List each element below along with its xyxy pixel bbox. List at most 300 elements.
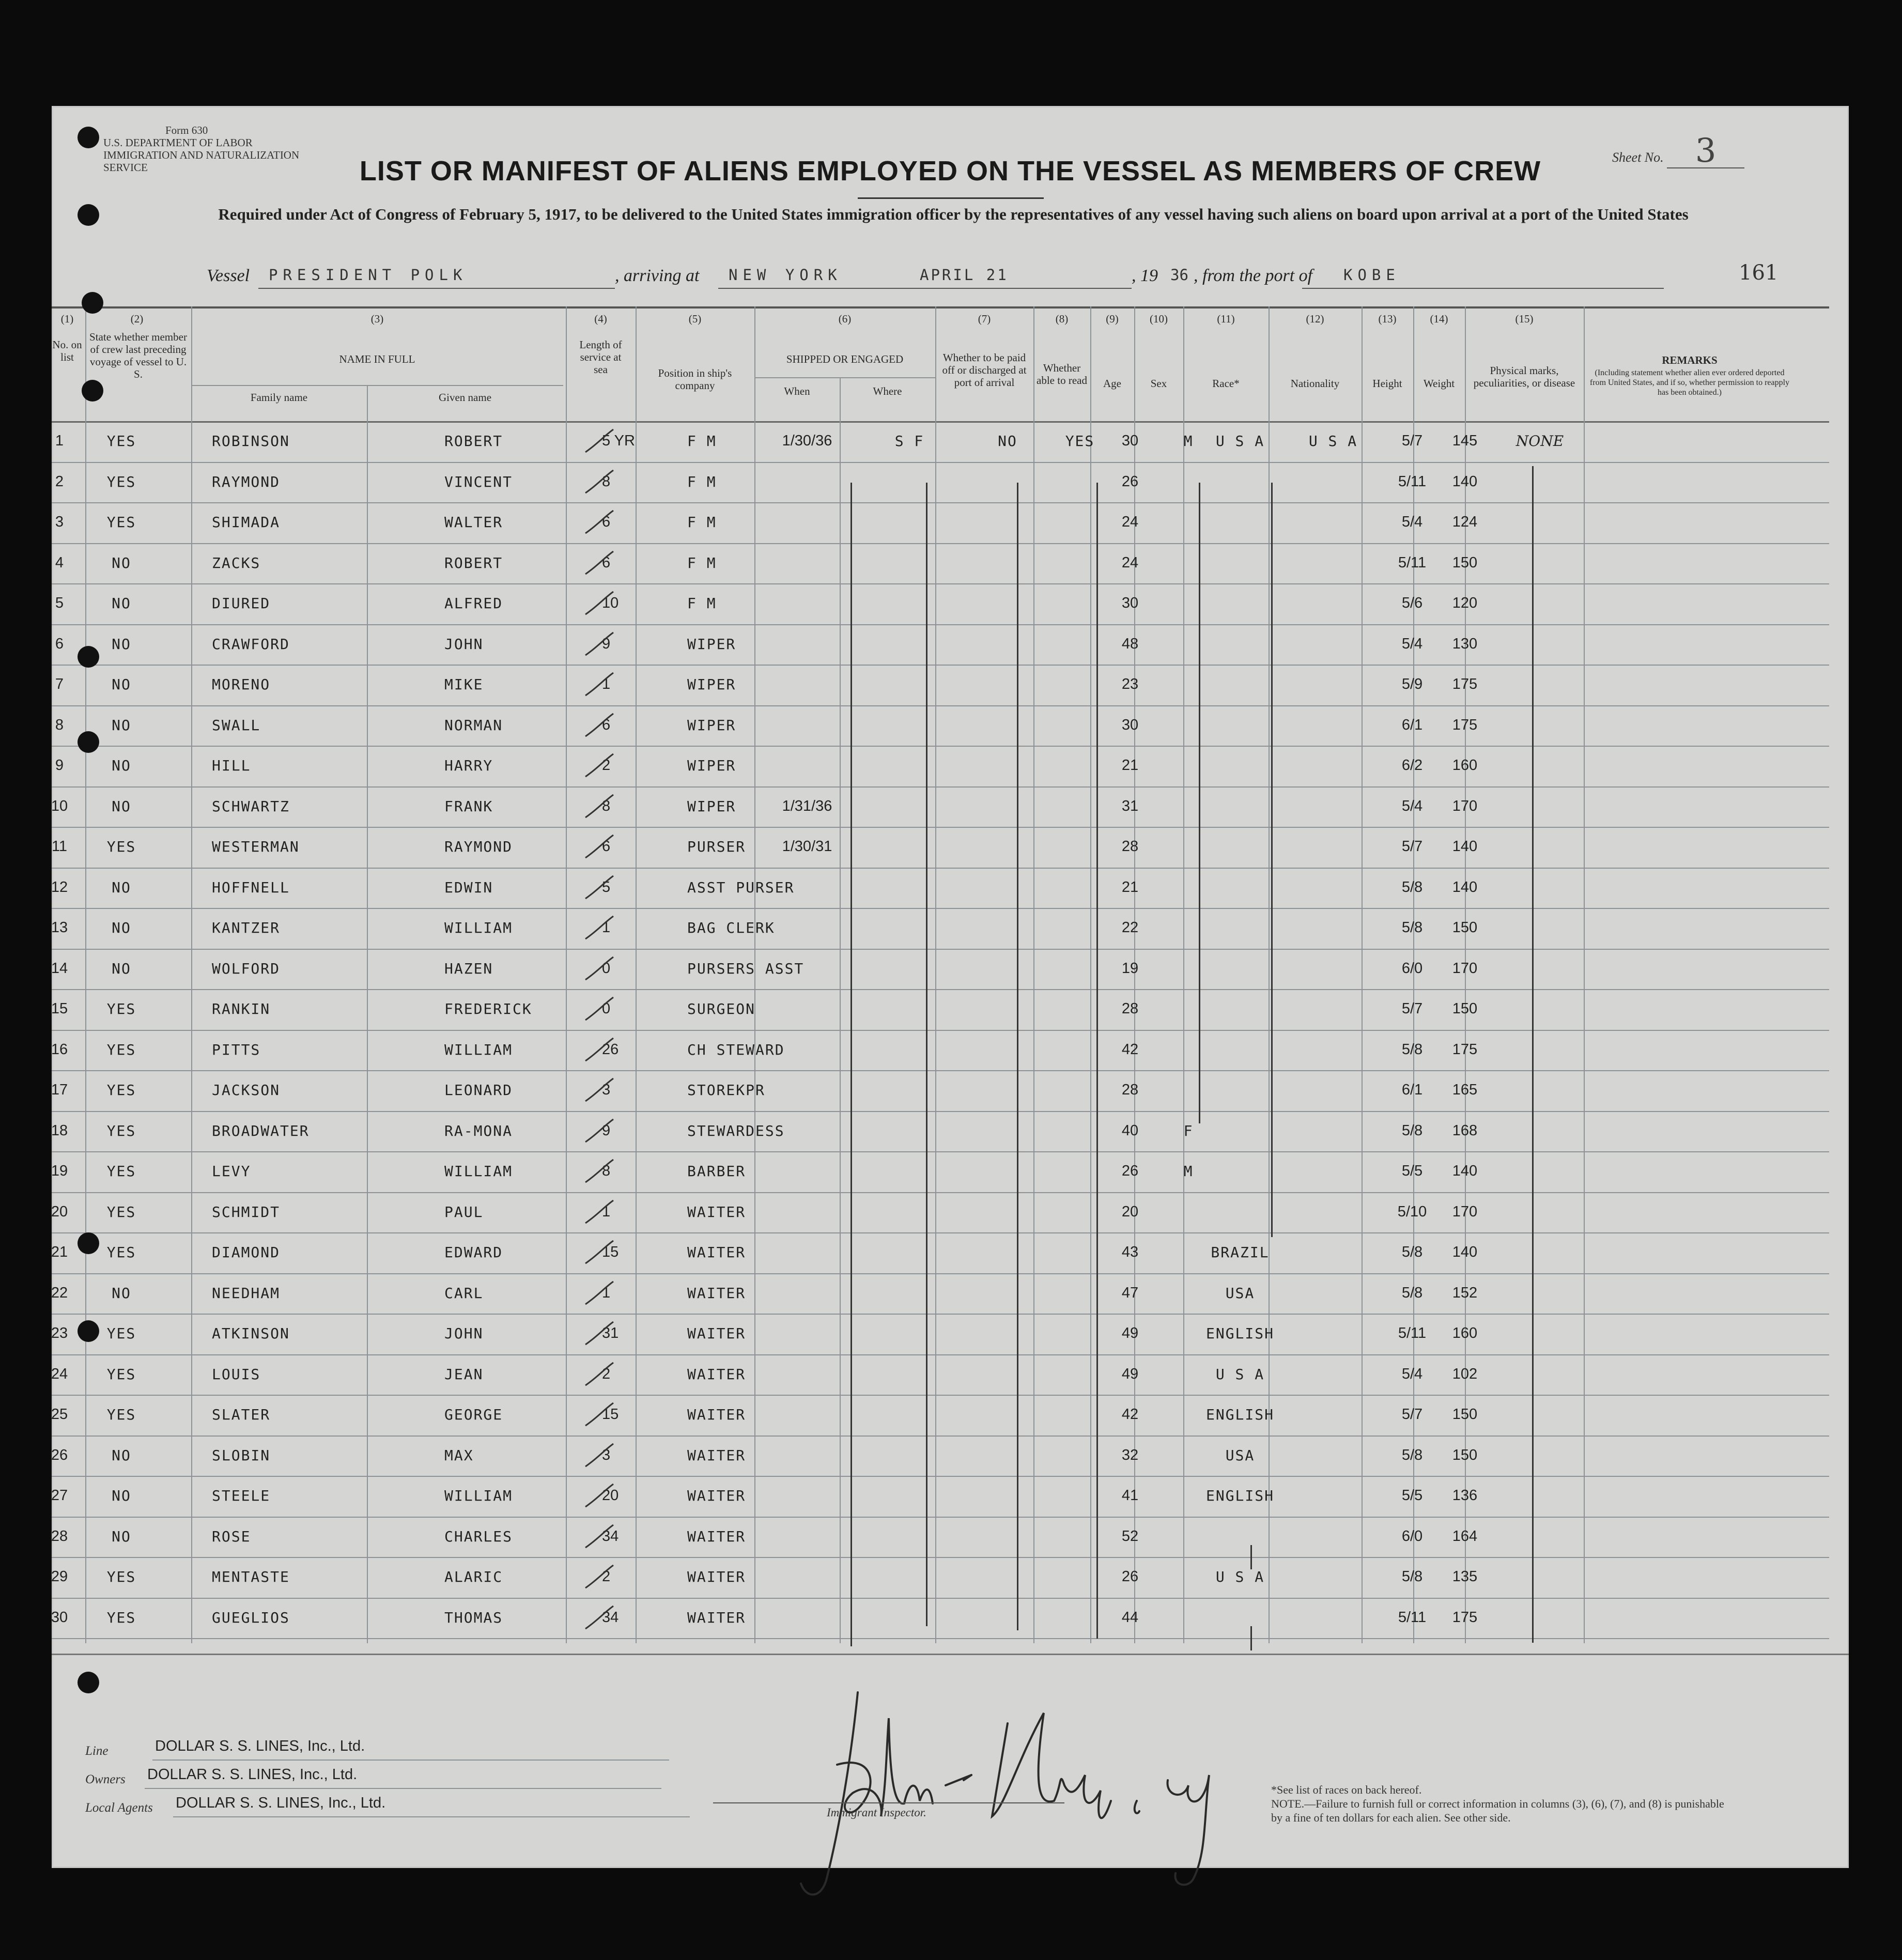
given-name-cell: WILLIAM [444,1487,513,1504]
manifest-sheet [52,106,1849,1868]
row-number-cell: 3 [55,514,64,530]
family-name-cell: MENTASTE [212,1568,290,1585]
weight-cell: 145 [1452,433,1478,449]
col-6-label: SHIPPED OR ENGAGED [786,353,904,365]
position-cell: BARBER [687,1163,746,1180]
given-name-cell: RA-MONA [444,1122,513,1139]
crew-last-voyage-cell: YES [106,433,136,450]
check-mark [581,873,617,909]
check-mark [581,954,617,990]
from-port-label: , from the port of [1194,266,1313,285]
race-cell: USA [1225,1446,1255,1464]
given-name-cell: WILLIAM [444,1163,513,1180]
given-name-cell: HARRY [444,757,493,774]
given-name-cell: ROBERT [444,554,503,572]
grid-line-vertical [636,306,637,1643]
check-mark [581,1156,617,1193]
ditto-mark [1250,1545,1252,1569]
given-name-cell: FRANK [444,797,493,815]
agents-value: DOLLAR S. S. LINES, Inc., Ltd. [176,1795,386,1811]
col-16-sublabel: (Including statement whether alien ever ordered deported from United States, and if so, whether permission to reapply has been obtained.) [1589,368,1790,397]
height-cell: 5/8 [1401,919,1423,936]
grid-line-vertical [1584,306,1585,1643]
height-cell: 5/4 [1401,1365,1423,1382]
col-5-label: Position in ship's company [658,367,732,392]
height-cell: 5/4 [1401,514,1423,530]
grid-line-horizontal [52,908,1829,909]
race-cell: ENGLISH [1205,1406,1274,1423]
service-length-cell: 0 [602,960,611,977]
position-cell: WIPER [687,797,736,815]
given-name-cell: ALFRED [444,595,503,612]
given-name-cell: MAX [444,1446,474,1464]
vessel-label: Vessel [207,266,250,285]
given-name-cell: WALTER [444,514,503,531]
grid-line-horizontal [52,1314,1829,1315]
grid-line-horizontal [52,1111,1829,1112]
shipped-when-cell: 1/30/36 [782,433,832,449]
height-cell: 5/9 [1401,676,1423,692]
sex-cell: M [1183,433,1194,450]
check-mark [581,1562,617,1598]
service-length-cell: 34 [602,1527,619,1545]
grid-line-vertical [566,306,567,1643]
check-mark [581,1400,617,1436]
col-2-number: (2) [130,313,144,325]
crew-last-voyage-cell: YES [106,1122,136,1139]
weight-cell: 150 [1452,1000,1478,1017]
height-cell: 6/2 [1401,757,1423,774]
age-cell: 43 [1121,1244,1139,1260]
row-number-cell: 2 [55,473,64,490]
weight-cell: 124 [1452,514,1478,530]
height-cell: 5/5 [1401,1487,1423,1504]
family-name-cell: STEELE [212,1487,271,1504]
age-cell: 24 [1121,554,1139,571]
crew-last-voyage-cell: YES [106,1000,136,1017]
weight-cell: 140 [1452,1244,1478,1260]
service-length-cell: 1 [602,1284,611,1301]
service-length-cell: 15 [602,1406,619,1423]
check-mark [581,467,617,503]
service-length-cell: 6 [602,554,611,571]
height-cell: 6/1 [1401,1082,1423,1098]
crew-last-voyage-cell: NO [112,919,131,936]
service-length-cell: 6 [602,514,611,530]
col-14-label: Weight [1423,377,1455,390]
row-number-cell: 12 [51,878,68,896]
crew-last-voyage-cell: YES [106,1082,136,1099]
col-10-number: (10) [1150,313,1168,325]
row-number-cell: 14 [51,960,68,977]
arrival-date: APRIL 21 [920,266,1009,284]
family-name-cell: GUEGLIOS [212,1609,290,1626]
grid-line-horizontal [52,421,1829,423]
inspector-signature [775,1682,1240,1909]
page-number: 161 [1739,261,1779,285]
height-cell: 5/4 [1401,797,1423,814]
shipped-where-cell: S F [894,433,924,450]
age-cell: 42 [1121,1041,1139,1058]
height-cell: 5/11 [1398,1609,1427,1626]
check-mark [581,1603,617,1639]
row-number-cell: 25 [51,1406,68,1423]
service-length-cell: 2 [602,1568,611,1585]
height-cell: 5/5 [1401,1163,1423,1179]
grid-line-horizontal [52,665,1829,666]
row-number-cell: 13 [51,919,68,936]
age-cell: 49 [1121,1325,1139,1341]
col-13-number: (13) [1378,313,1397,325]
row-number-cell: 20 [51,1203,68,1220]
row-number-cell: 11 [51,838,68,855]
position-cell: WAITER [687,1406,746,1423]
row-number-cell: 26 [51,1446,68,1463]
col-12-number: (12) [1306,313,1324,325]
grid-line-horizontal [52,1654,1849,1655]
given-name-cell: GEORGE [444,1406,503,1423]
crew-last-voyage-cell: NO [112,595,131,612]
given-name-cell: WILLIAM [444,1041,513,1058]
service-length-cell: 6 [602,716,611,733]
given-name-cell: PAUL [444,1203,484,1221]
grid-line-horizontal [52,868,1829,869]
family-name-cell: HILL [212,757,251,774]
height-cell: 5/6 [1401,595,1423,611]
crew-last-voyage-cell: NO [112,554,131,572]
height-cell: 5/11 [1398,473,1427,490]
ditto-mark [1096,483,1098,1639]
service-length-cell: 8 [602,797,611,814]
grid-line-horizontal [754,377,935,378]
height-cell: 5/7 [1401,1000,1423,1017]
col-3-given: Given name [438,391,492,404]
weight-cell: 102 [1452,1365,1478,1382]
row-number-cell: 24 [51,1365,68,1382]
crew-last-voyage-cell: YES [106,1163,136,1180]
race-cell: U S A [1215,433,1265,450]
crew-last-voyage-cell: YES [106,1365,136,1383]
given-name-cell: MIKE [444,676,484,693]
age-cell: 26 [1121,473,1139,490]
agents-label: Local Agents [85,1801,153,1815]
given-name-cell: WILLIAM [444,919,513,936]
check-mark [581,426,617,462]
row-number-cell: 28 [51,1527,68,1545]
position-cell: WAITER [687,1244,746,1261]
grid-line-vertical [367,385,368,1643]
given-name-cell: CARL [444,1284,484,1302]
family-name-cell: WOLFORD [212,960,281,977]
age-cell: 28 [1121,1082,1139,1098]
penalty-note: NOTE.—Failure to furnish full or correct information in columns (3), (6), (7), and (8) is punishable by a fine of ten dollars for each alien. See other side. [1271,1797,1724,1824]
position-cell: WIPER [687,716,736,734]
race-cell: ENGLISH [1205,1487,1274,1504]
weight-cell: 175 [1452,1041,1478,1058]
given-name-cell: RAYMOND [444,838,513,855]
col-13-label: Height [1372,377,1402,390]
row-number-cell: 6 [55,635,64,652]
check-mark [581,1035,617,1071]
weight-cell: 164 [1452,1527,1478,1545]
col-15-number: (15) [1515,313,1534,325]
crew-last-voyage-cell: YES [106,514,136,531]
given-name-cell: ROBERT [444,433,503,450]
row-number-cell: 17 [51,1082,68,1098]
grid-line-horizontal [52,949,1829,950]
height-cell: 5/8 [1401,878,1423,896]
family-name-cell: SLATER [212,1406,271,1423]
service-name: IMMIGRATION AND NATURALIZATION SERVICE [103,149,300,174]
crew-last-voyage-cell: NO [112,878,131,896]
age-cell: 30 [1121,595,1139,611]
col-15-label: Physical marks, peculiarities, or disease [1473,364,1575,389]
age-cell: 28 [1121,838,1139,855]
ditto-mark [1017,483,1018,1631]
height-cell: 5/11 [1398,1325,1427,1341]
shipped-when-cell: 1/30/31 [782,838,832,855]
position-cell: WAITER [687,1284,746,1302]
crew-last-voyage-cell: YES [106,473,136,490]
age-cell: 41 [1121,1487,1139,1504]
family-name-cell: KANTZER [212,919,281,936]
grid-line-vertical [1269,306,1270,1643]
family-name-cell: SCHWARTZ [212,797,290,815]
check-mark [581,629,617,666]
weight-cell: 175 [1452,1609,1478,1626]
check-mark [581,994,617,1030]
position-cell: WIPER [687,635,736,653]
position-cell: F M [687,595,717,612]
age-cell: 24 [1121,514,1139,530]
ditto-mark [926,483,927,1627]
shipped-when-cell: 1/31/36 [782,797,832,814]
col-6-where: Where [873,385,902,397]
race-cell: BRAZIL [1211,1244,1270,1261]
grid-line-horizontal [52,462,1829,463]
weight-cell: 130 [1452,635,1478,652]
ditto-mark [1532,466,1534,1643]
grid-line-horizontal [52,786,1829,788]
col-12-label: Nationality [1290,377,1340,390]
crew-last-voyage-cell: YES [106,838,136,855]
binder-hole [78,127,99,148]
age-cell: 49 [1121,1365,1139,1382]
row-number-cell: 22 [51,1284,68,1301]
grid-line-horizontal [52,1598,1829,1599]
position-cell: WAITER [687,1487,746,1504]
grid-line-horizontal [173,1816,690,1817]
position-cell: STEWARDESS [687,1122,785,1139]
row-number-cell: 30 [51,1609,68,1626]
row-number-cell: 27 [51,1487,68,1504]
weight-cell: 150 [1452,554,1478,571]
weight-cell: 150 [1452,1446,1478,1463]
row-number-cell: 7 [55,676,64,692]
family-name-cell: MORENO [212,676,271,693]
position-cell: WAITER [687,1365,746,1383]
check-mark [581,670,617,706]
age-cell: 22 [1121,919,1139,936]
weight-cell: 165 [1452,1082,1478,1098]
check-mark [581,832,617,868]
height-cell: 5/8 [1401,1122,1423,1139]
family-name-cell: SCHMIDT [212,1203,281,1221]
weight-cell: 175 [1452,716,1478,733]
given-name-cell: CHARLES [444,1527,513,1545]
age-cell: 52 [1121,1527,1139,1545]
given-name-cell: ALARIC [444,1568,503,1585]
check-mark [581,913,617,949]
age-cell: 26 [1121,1568,1139,1585]
position-cell: WAITER [687,1446,746,1464]
row-number-cell: 15 [51,1000,68,1017]
crew-last-voyage-cell: NO [112,797,131,815]
weight-cell: 140 [1452,473,1478,490]
position-cell: SURGEON [687,1000,756,1017]
vessel-underline [258,288,615,289]
position-cell: WAITER [687,1527,746,1545]
given-name-cell: VINCENT [444,473,513,490]
given-name-cell: JOHN [444,1325,484,1342]
col-7-label: Whether to be paid off or discharged at port of arrival [942,351,1027,389]
position-cell: ASST PURSER [687,878,795,896]
grid-line-horizontal [152,1760,669,1761]
binder-hole [78,731,99,753]
age-cell: 21 [1121,757,1139,774]
department-name: U.S. DEPARTMENT OF LABOR [103,136,253,149]
height-cell: 5/11 [1398,554,1427,571]
given-name-cell: LEONARD [444,1082,513,1099]
row-number-cell: 5 [55,595,64,611]
crew-last-voyage-cell: NO [112,635,131,653]
title-underline [858,197,1044,199]
given-name-cell: EDWARD [444,1244,503,1261]
crew-last-voyage-cell: YES [106,1041,136,1058]
height-cell: 6/0 [1401,1527,1423,1545]
given-name-cell: JOHN [444,635,484,653]
col-10-label: Sex [1150,377,1167,390]
check-mark [581,589,617,625]
grid-line-horizontal [52,624,1829,625]
weight-cell: 136 [1452,1487,1478,1504]
position-cell: WIPER [687,676,736,693]
sex-cell: M [1183,1163,1194,1180]
ditto-mark [1250,1626,1252,1650]
check-mark [581,1481,617,1517]
col-3-number: (3) [370,313,384,325]
col-5-number: (5) [688,313,702,325]
position-cell: WAITER [687,1325,746,1342]
family-name-cell: JACKSON [212,1082,281,1099]
crew-last-voyage-cell: NO [112,757,131,774]
row-number-cell: 23 [51,1325,68,1341]
weight-cell: 160 [1452,757,1478,774]
weight-cell: 135 [1452,1568,1478,1585]
col-3-label: NAME IN FULL [339,353,415,365]
position-cell: PURSER [687,838,746,855]
row-number-cell: 21 [51,1244,68,1260]
age-cell: 30 [1121,716,1139,733]
age-cell: 40 [1121,1122,1139,1139]
col-16-label: REMARKS [1662,354,1718,366]
service-length-cell: 2 [602,757,611,774]
from-port-underline [1302,288,1664,289]
col-7-number: (7) [978,313,991,325]
page-subtitle: Required under Act of Congress of February 5, 1917, to be delivered to the United States immigration officer by the representatives of any vessel having such aliens on board upon arrival at a port of the United States [218,205,1689,223]
height-cell: 6/0 [1401,960,1423,977]
check-mark [581,1278,617,1315]
col-6-number: (6) [838,313,852,325]
grid-line-vertical [1183,306,1184,1643]
position-cell: WAITER [687,1203,746,1221]
grid-line-horizontal [52,1638,1829,1639]
grid-line-horizontal [191,385,563,386]
crew-last-voyage-cell: YES [106,1406,136,1423]
age-cell: 23 [1121,676,1139,692]
family-name-cell: LEVY [212,1163,251,1180]
crew-last-voyage-cell: NO [112,1527,131,1545]
binder-hole [82,380,103,402]
race-cell: U S A [1215,1365,1265,1383]
age-cell: 42 [1121,1406,1139,1423]
col-4-number: (4) [594,313,607,325]
grid-line-horizontal [52,1517,1829,1518]
age-cell: 20 [1121,1203,1139,1220]
family-name-cell: LOUIS [212,1365,261,1383]
age-cell: 26 [1121,1163,1139,1179]
check-mark [581,751,617,787]
service-length-cell: 34 [602,1609,619,1626]
crew-last-voyage-cell: YES [106,1203,136,1221]
binder-hole [78,646,99,668]
position-cell: STOREKPR [687,1082,765,1099]
weight-cell: 168 [1452,1122,1478,1139]
grid-line-horizontal [52,543,1829,544]
inspector-label: Immigrant Inspector. [827,1806,926,1819]
weight-cell: 140 [1452,1163,1478,1179]
family-name-cell: HOFFNELL [212,878,290,896]
nationality-cell: U S A [1308,433,1358,450]
grid-line-horizontal [52,1192,1829,1193]
crew-last-voyage-cell: NO [112,1487,131,1504]
service-length-cell: 9 [602,635,611,652]
check-mark [581,1197,617,1233]
position-cell: F M [687,433,717,450]
weight-cell: 150 [1452,1406,1478,1423]
col-4-label: Length of service at sea [579,338,622,376]
owners-value: DOLLAR S. S. LINES, Inc., Ltd. [147,1766,358,1783]
races-note: *See list of races on back hereof. [1271,1783,1422,1796]
arriving-label: , arriving at [615,266,700,285]
row-number-cell: 1 [55,433,64,449]
family-name-cell: ATKINSON [212,1325,290,1342]
weight-cell: 152 [1452,1284,1478,1301]
year-value: 36 [1170,266,1188,284]
grid-line-horizontal [52,306,1829,308]
age-cell: 30 [1121,433,1139,449]
col-1-number: (1) [60,313,74,325]
grid-line-horizontal [52,705,1829,706]
grid-line-vertical [935,306,936,1643]
weight-cell: 170 [1452,1203,1478,1220]
physical-marks-cell: NONE [1516,433,1564,450]
height-cell: 5/8 [1401,1041,1423,1058]
service-length-cell: 1 [602,1203,611,1220]
grid-line-vertical [1362,306,1363,1643]
age-cell: 44 [1121,1609,1139,1626]
grid-line-horizontal [52,1030,1829,1031]
